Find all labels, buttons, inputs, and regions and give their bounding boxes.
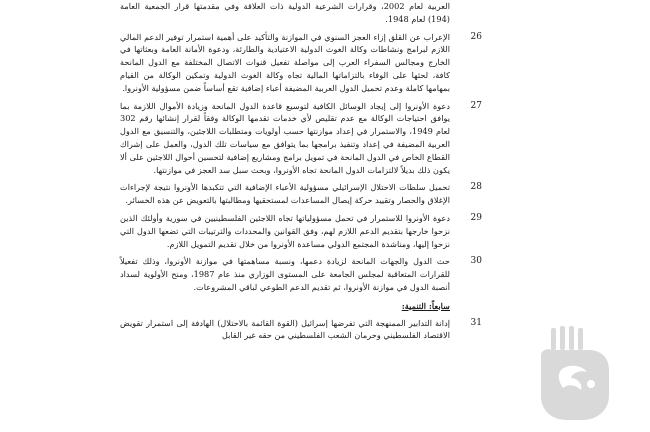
- paragraph-number: 29: [470, 212, 482, 223]
- paragraph-number: 31: [470, 317, 482, 328]
- paragraph-text: إدانة التدابير الممنهجة التي تفرضها إسرائيل (القوة القائمة بالاحتلال) الهادفة إلى استمرار تقويض الاقتصاد الفلسطيني وحرمان الشعب الفلسطيني من حقه غير القابل: [120, 317, 450, 341]
- paragraph-26: [120, 31, 482, 95]
- paragraph-31: [120, 317, 482, 343]
- paragraph-number: 27: [470, 100, 482, 111]
- paragraph-28: [120, 181, 482, 207]
- paragraph-text: تحميل سلطات الاحتلال الإسرائيلي مسؤولية الأعباء الإضافية التي تتكبدها الأونروا نتيجة لإجراءات الإغلاق والحصار وتقييد حركة إيصال المساعدات لمستحقيها ومطالبتها بالتعويض عن هذه الخسائر.: [120, 182, 450, 206]
- paragraph-text: دعوة الأونروا للاستمرار في تحمل مسؤولياتها تجاه اللاجئين الفلسطينيين في سورية وأولئك الذين نزحوا خارجها بتقديم الدعم اللازم لهم، وفق القوانين والمحددات والترتيبات التي تضعها الدول التي نزحوا إليها، ومناشدة المجتمع الدولي مساعدة الأونروا من خلال تقديم التمويل اللازم.: [120, 212, 450, 249]
- paragraph-text: العربية لعام 2002، وقرارات الشرعية الدولية ذات العلاقة وفي مقدمتها قرار الجمعية العامة (194) لعام 1948.: [120, 1, 450, 24]
- paragraph-text: دعوة الأونروا إلى إيجاد الوسائل الكافية لتوسيع قاعدة الدول المانحة وزيادة الأموال اللازمة بما يوافق احتياجات الوكالة مع عدم تقليص لأي خدمات تقدمها الوكالة وفقاً لقرار إنشائها رقم 302 لعام 1949، والاستمرار في إعداد موازنتها حسب أولويات ومتطلبات اللاجئين، والتنسيق مع الدول العربية المضيفة في إعداد وتنفيذ برامجها بما يتوافق مع سياسات تلك الدول، والعمل على إشراك القطاع الخاص في الدول المانحة في تمويل برامج ومشاريع إضافية لتحسين أحوال اللاجئين على ألا يكون ذلك بديلاً لالتزامات الدول المانحة تجاه الأونروا، وبحث سبل سد العجز في موازنتها.: [120, 100, 450, 175]
- paragraph-27: [120, 100, 482, 177]
- paragraph-number: 30: [470, 256, 482, 267]
- paragraph-number: 28: [470, 182, 482, 193]
- paragraph-text: حث الدول والجهات المانحة لزيادة دعمها، ونسبة مساهمتها في موازنة الأونروا، وذلك تفعيلاً للقرارات المتعاقبة لمجلس الجامعة على المستوى الوزاري منذ عام 1987، ومنح الأولوية لسداد أنصبة الدول في موازنة الأونروا، ثم تقديم الدعم الطوعي لباقي المشروعات.: [120, 256, 450, 292]
- paragraph-29: [120, 212, 482, 250]
- document-body: [120, 0, 482, 347]
- paragraph-30: [120, 255, 482, 293]
- paragraph-continuation: [120, 0, 450, 26]
- section-heading: سابعاً: التنمية:: [401, 300, 450, 311]
- paragraph-text: الإعراب عن القلق إزاء العجز السنوي في الموازنة والتأكيد على أهمية استمرار توفير الدعم المالي اللازم لبرامج ونشاطات وكالة الغوث الدولية الاعتيادية والطارئة، ودعوة الأمانة العامة وبعثاتها في الخارج ومجالس السفراء العرب إلى مواصلة تفعيل قنوات الاتصال المختلفة مع الدول المانحة كافة، لحثها على الوفاء بالتزاماتها المالية تجاه وكالة الغوث الدولية وتمكين الوكالة من القيام بمهامها كاملة وعدم تحميل الدول العربية المضيفة أعباء إضافية تقع أساساً ضمن مسؤولية الأونروا.: [120, 31, 450, 93]
- agency-logo-icon: [537, 326, 621, 422]
- paragraph-number: 26: [470, 31, 482, 42]
